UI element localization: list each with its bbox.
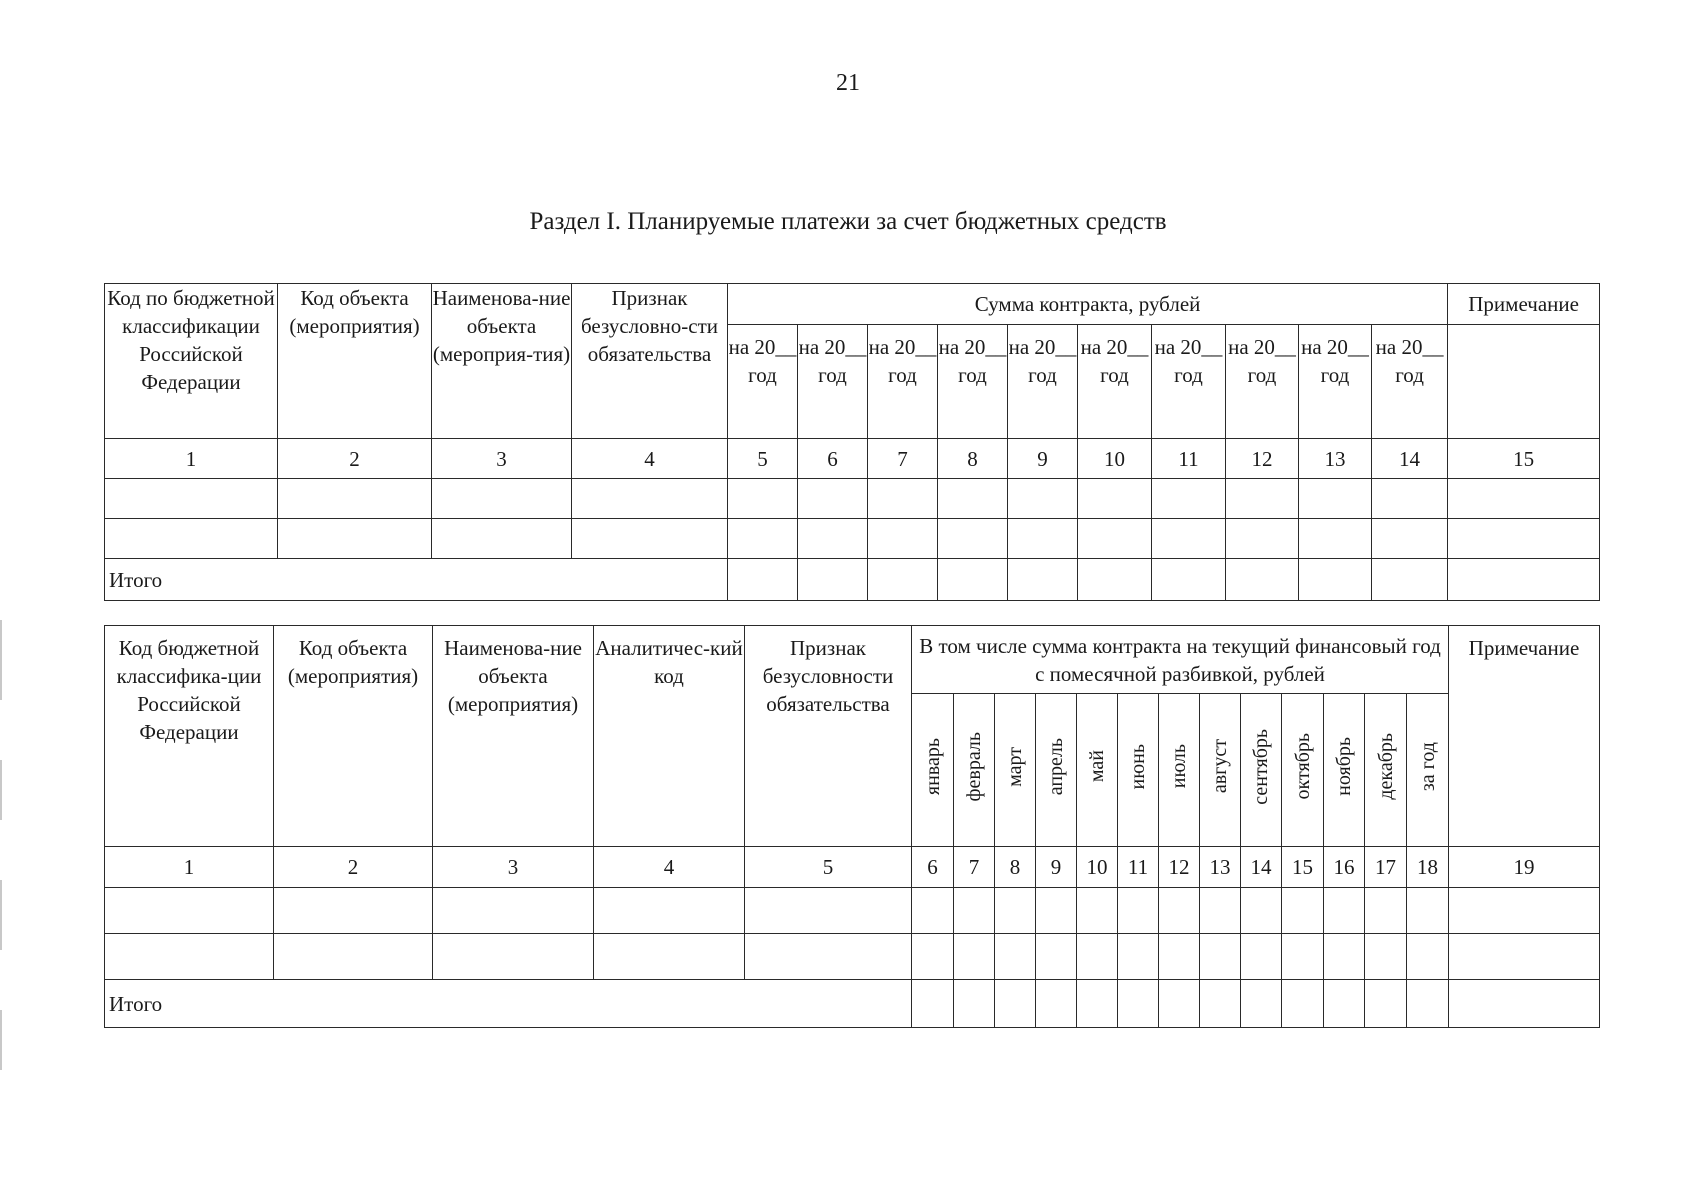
- empty-cell: [938, 479, 1008, 519]
- empty-cell: [1372, 479, 1448, 519]
- empty-cell: [1299, 519, 1372, 559]
- header-month-august: август: [1200, 694, 1241, 847]
- table-row: [105, 888, 1600, 934]
- header-year: на 20__ год: [798, 325, 868, 439]
- empty-cell: [954, 934, 995, 980]
- empty-cell: [745, 888, 912, 934]
- header-year: на 20__ год: [1152, 325, 1226, 439]
- scan-margin-mark: [0, 620, 2, 700]
- empty-cell: [1118, 888, 1159, 934]
- column-number: 2: [274, 847, 433, 888]
- empty-cell: [1159, 934, 1200, 980]
- empty-cell: [1299, 479, 1372, 519]
- empty-cell: [1078, 559, 1152, 601]
- empty-cell: [1449, 888, 1600, 934]
- empty-cell: [1407, 934, 1449, 980]
- header-year: на 20__ год: [1226, 325, 1299, 439]
- empty-cell: [105, 479, 278, 519]
- empty-cell: [954, 980, 995, 1028]
- column-number: 11: [1118, 847, 1159, 888]
- column-number: 3: [432, 439, 572, 479]
- empty-cell: [432, 519, 572, 559]
- header-budget-code: Код по бюджетной классификации Российской Федерации: [105, 284, 278, 439]
- empty-cell: [1008, 559, 1078, 601]
- empty-cell: [995, 934, 1036, 980]
- empty-cell: [572, 479, 728, 519]
- empty-cell: [954, 888, 995, 934]
- column-number: 4: [572, 439, 728, 479]
- column-number: 1: [105, 439, 278, 479]
- empty-cell: [1324, 980, 1365, 1028]
- header-year: на 20__ год: [1008, 325, 1078, 439]
- total-row: [105, 980, 1600, 1028]
- column-number: 16: [1324, 847, 1365, 888]
- empty-cell: [1365, 888, 1407, 934]
- empty-cell: [1407, 888, 1449, 934]
- empty-cell: [1159, 980, 1200, 1028]
- empty-cell: [105, 888, 274, 934]
- empty-cell: [868, 559, 938, 601]
- header-object-name: Наименова-ние объекта (мероприя-тия): [432, 284, 572, 439]
- header-month-june: июнь: [1118, 694, 1159, 847]
- header-year: на 20__ год: [868, 325, 938, 439]
- empty-cell: [938, 519, 1008, 559]
- column-number: 9: [1008, 439, 1078, 479]
- empty-cell: [995, 888, 1036, 934]
- column-number: 14: [1372, 439, 1448, 479]
- column-number: 5: [745, 847, 912, 888]
- scan-margin-mark: [0, 880, 2, 950]
- empty-cell: [1448, 519, 1600, 559]
- empty-cell: [1365, 980, 1407, 1028]
- empty-cell: [1324, 888, 1365, 934]
- header-month-january: январь: [912, 694, 954, 847]
- empty-cell: [572, 519, 728, 559]
- empty-cell: [1226, 479, 1299, 519]
- empty-cell: [1372, 559, 1448, 601]
- header-month-february: февраль: [954, 694, 995, 847]
- header-note-blank: [1448, 325, 1600, 439]
- table-row: [105, 479, 1600, 519]
- empty-cell: [432, 479, 572, 519]
- empty-cell: [1282, 934, 1324, 980]
- empty-cell: [1241, 934, 1282, 980]
- table-row: [105, 519, 1600, 559]
- column-number: 17: [1365, 847, 1407, 888]
- total-label: Итого: [105, 559, 728, 601]
- scan-margin-mark: [0, 760, 2, 820]
- scan-margin-mark: [0, 1010, 2, 1070]
- empty-cell: [938, 559, 1008, 601]
- empty-cell: [594, 888, 745, 934]
- header-month-november: ноябрь: [1324, 694, 1365, 847]
- planned-payments-table-2: [104, 625, 1600, 1028]
- empty-cell: [1449, 980, 1600, 1028]
- empty-cell: [1036, 980, 1077, 1028]
- column-number: 15: [1282, 847, 1324, 888]
- empty-cell: [868, 519, 938, 559]
- empty-cell: [1407, 980, 1449, 1028]
- column-number: 10: [1078, 439, 1152, 479]
- header-budget-code: Код бюджетной классифика-ции Российской Федерации: [105, 626, 274, 847]
- empty-cell: [1226, 559, 1299, 601]
- empty-cell: [1077, 888, 1118, 934]
- column-number: 6: [912, 847, 954, 888]
- header-unconditional-sign: Признак безусловно-сти обязательства: [572, 284, 728, 439]
- column-number: 9: [1036, 847, 1077, 888]
- header-monthly-sum: В том числе сумма контракта на текущий финансовый год с помесячной разбивкой, рублей: [912, 626, 1449, 694]
- column-number: 7: [868, 439, 938, 479]
- column-number: 11: [1152, 439, 1226, 479]
- empty-cell: [1282, 980, 1324, 1028]
- column-number: 19: [1449, 847, 1600, 888]
- column-number: 12: [1159, 847, 1200, 888]
- empty-cell: [798, 479, 868, 519]
- empty-cell: [1008, 519, 1078, 559]
- empty-cell: [105, 934, 274, 980]
- empty-cell: [1078, 519, 1152, 559]
- empty-cell: [728, 559, 798, 601]
- empty-cell: [1449, 934, 1600, 980]
- column-number: 5: [728, 439, 798, 479]
- column-number: 6: [798, 439, 868, 479]
- total-row: [105, 559, 1600, 601]
- header-analytic-code: Аналитичес-кий код: [594, 626, 745, 847]
- column-number: 2: [278, 439, 432, 479]
- header-object-code: Код объекта (мероприятия): [274, 626, 433, 847]
- empty-cell: [1200, 888, 1241, 934]
- empty-cell: [1324, 934, 1365, 980]
- header-month-april: апрель: [1036, 694, 1077, 847]
- column-number: 14: [1241, 847, 1282, 888]
- section-title: Раздел I. Планируемые платежи за счет бюджетных средств: [529, 208, 1167, 235]
- header-year: на 20__ год: [938, 325, 1008, 439]
- empty-cell: [1077, 934, 1118, 980]
- empty-cell: [1200, 980, 1241, 1028]
- header-year: на 20__ год: [1372, 325, 1448, 439]
- empty-cell: [1159, 888, 1200, 934]
- table-row: [105, 934, 1600, 980]
- empty-cell: [1036, 888, 1077, 934]
- empty-cell: [912, 980, 954, 1028]
- empty-cell: [278, 519, 432, 559]
- total-label: Итого: [105, 980, 912, 1028]
- empty-cell: [274, 888, 433, 934]
- header-note: Примечание: [1449, 626, 1600, 847]
- empty-cell: [745, 934, 912, 980]
- empty-cell: [728, 519, 798, 559]
- empty-cell: [1226, 519, 1299, 559]
- column-number: 1: [105, 847, 274, 888]
- header-note: Примечание: [1448, 284, 1600, 325]
- column-number: 15: [1448, 439, 1600, 479]
- empty-cell: [274, 934, 433, 980]
- column-number: 3: [433, 847, 594, 888]
- empty-cell: [798, 559, 868, 601]
- header-object-code: Код объекта (мероприятия): [278, 284, 432, 439]
- empty-cell: [433, 934, 594, 980]
- header-month-may: май: [1077, 694, 1118, 847]
- empty-cell: [1078, 479, 1152, 519]
- empty-cell: [1448, 559, 1600, 601]
- empty-cell: [1036, 934, 1077, 980]
- header-contract-sum: Сумма контракта, рублей: [728, 284, 1448, 325]
- empty-cell: [1241, 888, 1282, 934]
- empty-cell: [594, 934, 745, 980]
- page-number: 21: [836, 70, 860, 96]
- empty-cell: [1118, 980, 1159, 1028]
- column-number: 4: [594, 847, 745, 888]
- column-number: 8: [938, 439, 1008, 479]
- empty-cell: [1152, 519, 1226, 559]
- empty-cell: [912, 934, 954, 980]
- empty-cell: [1152, 559, 1226, 601]
- column-number: 18: [1407, 847, 1449, 888]
- header-unconditional-sign: Признак безусловности обязательства: [745, 626, 912, 847]
- empty-cell: [433, 888, 594, 934]
- empty-cell: [912, 888, 954, 934]
- empty-cell: [1200, 934, 1241, 980]
- header-object-name: Наименова-ние объекта (мероприятия): [433, 626, 594, 847]
- empty-cell: [798, 519, 868, 559]
- empty-cell: [1282, 888, 1324, 934]
- planned-payments-table-1: [104, 283, 1600, 601]
- header-month-july: июль: [1159, 694, 1200, 847]
- column-number: 10: [1077, 847, 1118, 888]
- empty-cell: [1448, 479, 1600, 519]
- empty-cell: [1118, 934, 1159, 980]
- header-year: на 20__ год: [1299, 325, 1372, 439]
- empty-cell: [278, 479, 432, 519]
- empty-cell: [868, 479, 938, 519]
- column-number: 13: [1200, 847, 1241, 888]
- empty-cell: [1241, 980, 1282, 1028]
- empty-cell: [995, 980, 1036, 1028]
- column-number: 12: [1226, 439, 1299, 479]
- header-year-total: за год: [1407, 694, 1449, 847]
- empty-cell: [105, 519, 278, 559]
- header-month-march: март: [995, 694, 1036, 847]
- empty-cell: [1077, 980, 1118, 1028]
- empty-cell: [1365, 934, 1407, 980]
- header-year: на 20__ год: [728, 325, 798, 439]
- header-year: на 20__ год: [1078, 325, 1152, 439]
- empty-cell: [1299, 559, 1372, 601]
- header-month-october: октябрь: [1282, 694, 1324, 847]
- empty-cell: [728, 479, 798, 519]
- empty-cell: [1008, 479, 1078, 519]
- column-number: 7: [954, 847, 995, 888]
- empty-cell: [1152, 479, 1226, 519]
- column-number: 13: [1299, 439, 1372, 479]
- column-number: 8: [995, 847, 1036, 888]
- header-month-september: сентябрь: [1241, 694, 1282, 847]
- empty-cell: [1372, 519, 1448, 559]
- header-month-december: декабрь: [1365, 694, 1407, 847]
